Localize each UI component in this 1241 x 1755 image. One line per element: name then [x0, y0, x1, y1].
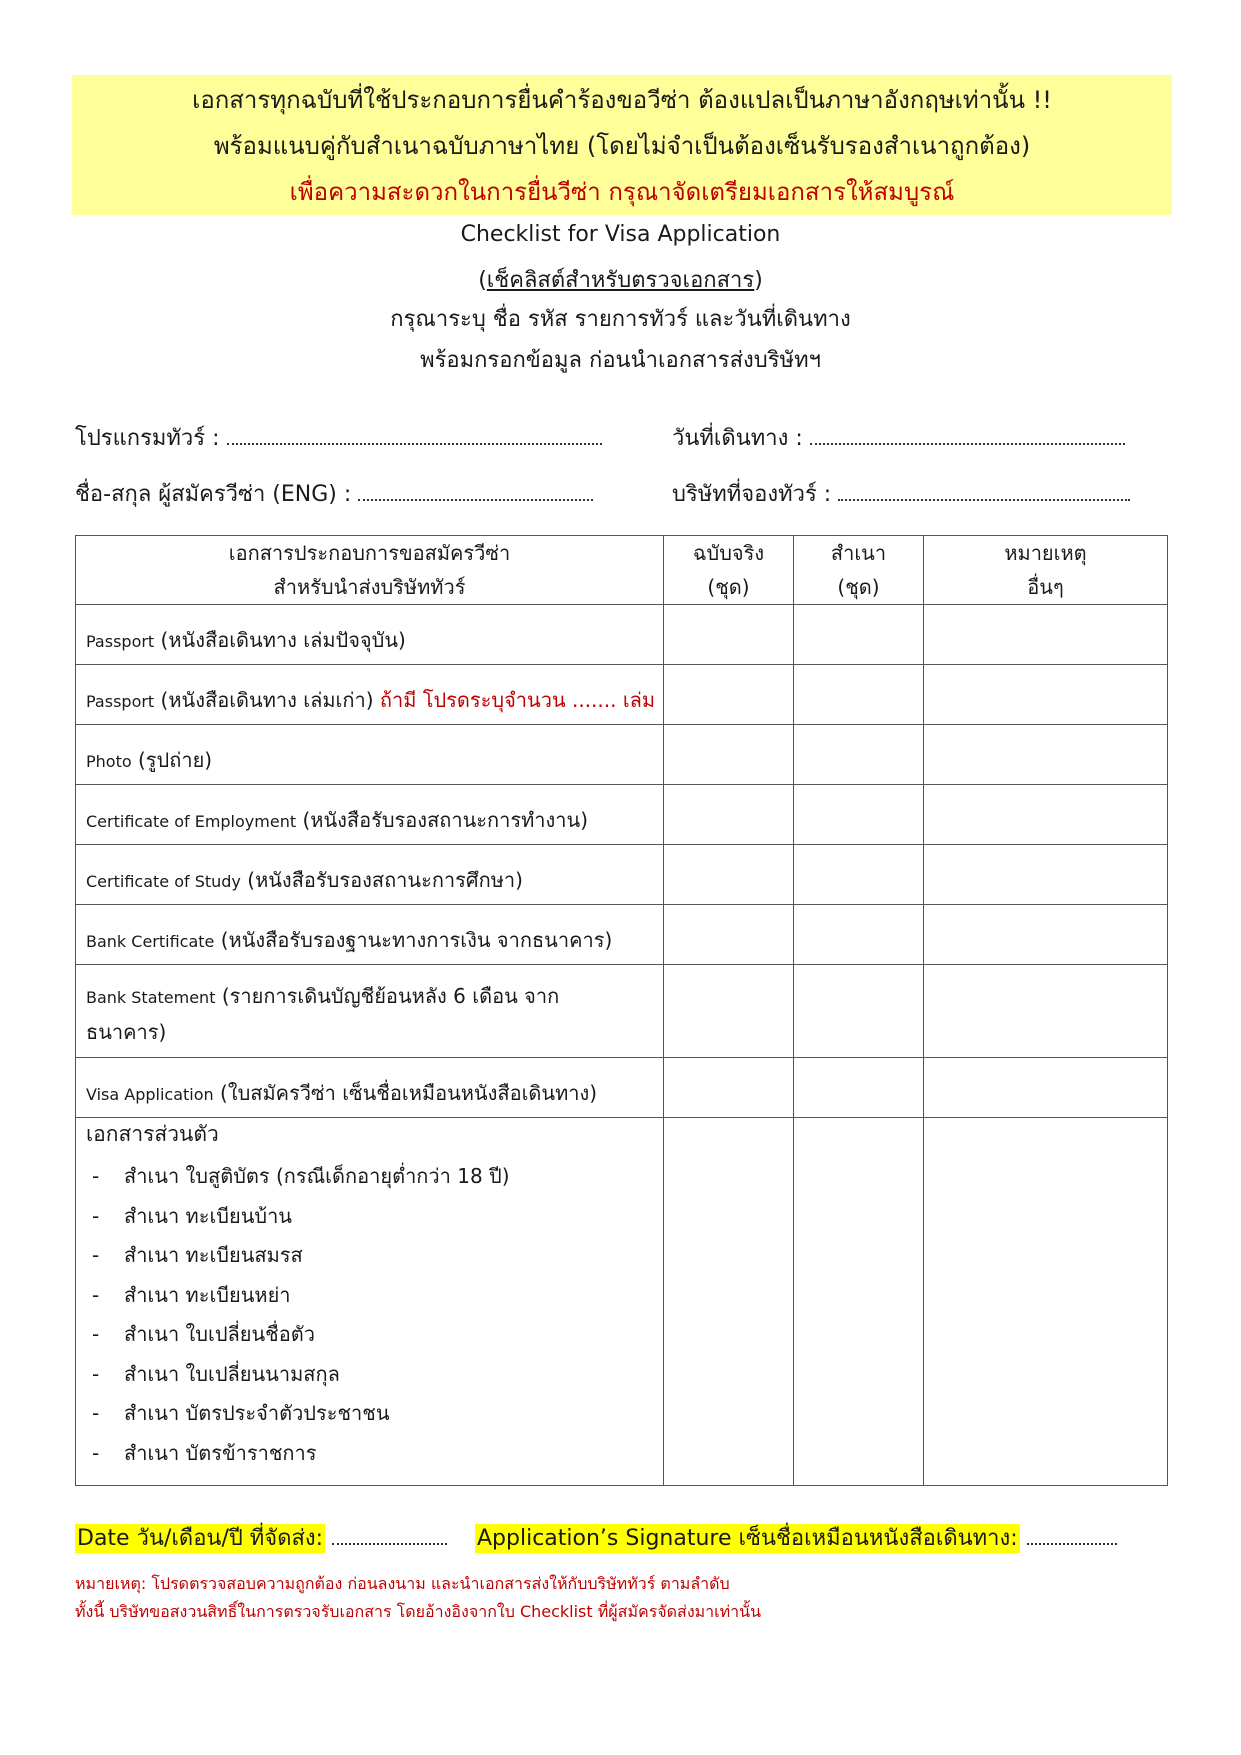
list-item: - สำเนา ทะเบียนสมรส	[92, 1243, 303, 1267]
table-row	[76, 845, 1168, 905]
date-sent-blank[interactable]	[332, 1525, 447, 1545]
name-field[interactable]	[75, 476, 593, 511]
cell-copy[interactable]	[794, 1058, 924, 1118]
cell-copy[interactable]	[794, 905, 924, 965]
cell-original[interactable]	[664, 605, 794, 665]
row-photo: Photo (รูปถ่าย)	[76, 725, 664, 785]
cell-original[interactable]	[664, 1118, 794, 1486]
cell-note[interactable]	[924, 605, 1168, 665]
program-field[interactable]	[75, 420, 602, 455]
cell-note[interactable]	[924, 1118, 1168, 1486]
table-header-row	[76, 536, 1168, 605]
notice-line-3: เพื่อความสะดวกในการยื่นวีซ่า กรุณาจัดเตรียมเอกสารให้สมบูรณ์	[289, 178, 955, 206]
table-row	[76, 965, 1168, 1058]
header-copy: สำเนา (ชุด)	[794, 536, 924, 605]
cell-original[interactable]	[664, 845, 794, 905]
notice-banner	[72, 75, 1172, 215]
subtitle-text: เช็คลิสต์สำหรับตรวจเอกสาร	[486, 268, 755, 293]
list-item: - สำเนา ใบเปลี่ยนนามสกุล	[92, 1361, 340, 1386]
cell-original[interactable]	[664, 665, 794, 725]
company-field[interactable]	[672, 476, 1130, 511]
date-sent-field[interactable]	[75, 1520, 447, 1555]
remark-line-1: หมายเหตุ: โปรดตรวจสอบความถูกต้อง ก่อนลงนาม และนำเอกสารส่งให้กับบริษัททัวร์ ตามลำดับ	[75, 1574, 730, 1593]
name-blank[interactable]	[358, 481, 593, 501]
cell-note[interactable]	[924, 725, 1168, 785]
date-blank[interactable]	[810, 425, 1125, 445]
row-passport-old: Passport (หนังสือเดินทาง เล่มเก่า) ถ้ามี โปรดระบุจำนวน ....... เล่ม	[76, 665, 664, 725]
row-certificate-study: Certificate of Study (หนังสือรับรองสถานะการศึกษา)	[76, 845, 664, 905]
cell-original[interactable]	[664, 905, 794, 965]
date-label: วันที่เดินทาง :	[672, 426, 803, 451]
list-item: - สำเนา ใบเปลี่ยนชื่อตัว	[92, 1322, 315, 1346]
cell-copy[interactable]	[794, 605, 924, 665]
table-row	[76, 1118, 1168, 1486]
subtitle-open-paren: (	[478, 268, 487, 293]
signature-blank[interactable]	[1027, 1525, 1117, 1545]
table-row	[76, 1058, 1168, 1118]
cell-original[interactable]	[664, 785, 794, 845]
header-note: หมายเหตุ อื่นๆ	[924, 536, 1168, 605]
personal-list	[86, 1157, 663, 1473]
list-item: - สำเนา บัตรประจำตัวประชาชน	[92, 1401, 390, 1425]
program-label: โปรแกรมทัวร์ :	[75, 426, 220, 451]
cell-copy[interactable]	[794, 785, 924, 845]
page-title: Checklist for Visa Application	[460, 222, 781, 247]
header-original: ฉบับจริง (ชุด)	[664, 536, 794, 605]
checklist-table	[75, 535, 1168, 1486]
cell-note[interactable]	[924, 965, 1168, 1058]
table-row	[76, 605, 1168, 665]
row-personal-documents	[76, 1118, 664, 1486]
cell-note[interactable]	[924, 665, 1168, 725]
header-documents: เอกสารประกอบการขอสมัครวีซ่า สำหรับนำส่งบริษัททัวร์	[76, 536, 664, 605]
table-row	[76, 905, 1168, 965]
table-row	[76, 725, 1168, 785]
instruction-line-2: พร้อมกรอกข้อมูล ก่อนนำเอกสารส่งบริษัทฯ	[420, 348, 821, 373]
row-visa-application: Visa Application (ใบสมัครวีซ่า เซ็นชื่อเหมือนหนังสือเดินทาง)	[76, 1058, 664, 1118]
remark-line-2: ทั้งนี้ บริษัทขอสงวนสิทธิ์ในการตรวจรับเอกสาร โดยอ้างอิงจากใบ Checklist ที่ผู้สมัครจัดส่งมาเท่านั้น	[75, 1602, 762, 1621]
cell-copy[interactable]	[794, 845, 924, 905]
cell-original[interactable]	[664, 965, 794, 1058]
subtitle-close-paren: )	[754, 268, 763, 293]
cell-note[interactable]	[924, 1058, 1168, 1118]
name-label: ชื่อ-สกุล ผู้สมัครวีซ่า (ENG) :	[75, 482, 352, 507]
date-sent-label: Date วัน/เดือน/ปี ที่จัดส่ง:	[77, 1526, 324, 1551]
company-blank[interactable]	[838, 481, 1130, 501]
cell-original[interactable]	[664, 1058, 794, 1118]
row-bank-statement: Bank Statement (รายการเดินบัญชีย้อนหลัง 6 เดือน จาก ธนาคาร)	[76, 965, 664, 1058]
row-passport-current: Passport (หนังสือเดินทาง เล่มปัจจุบัน)	[76, 605, 664, 665]
notice-line-1: เอกสารทุกฉบับที่ใช้ประกอบการยื่นคำร้องขอวีซ่า ต้องแปลเป็นภาษาอังกฤษเท่านั้น !!	[192, 86, 1052, 114]
page-subtitle	[0, 262, 1241, 297]
list-item: - สำเนา ทะเบียนบ้าน	[92, 1203, 292, 1228]
footer-signature-line	[75, 1520, 1175, 1560]
personal-heading: เอกสารส่วนตัว	[86, 1122, 219, 1146]
table-row	[76, 785, 1168, 845]
date-field[interactable]	[672, 420, 1125, 455]
cell-copy[interactable]	[794, 965, 924, 1058]
cell-copy[interactable]	[794, 725, 924, 785]
list-item: - สำเนา ทะเบียนหย่า	[92, 1282, 291, 1307]
list-item: - สำเนา บัตรข้าราชการ	[92, 1440, 317, 1465]
instruction-line-1: กรุณาระบุ ชื่อ รหัส รายการทัวร์ และวันที่เดินทาง	[390, 307, 851, 332]
row-certificate-employment: Certificate of Employment (หนังสือรับรองสถานะการทำงาน)	[76, 785, 664, 845]
program-blank[interactable]	[227, 425, 602, 445]
company-label: บริษัทที่จองทัวร์ :	[672, 482, 832, 507]
row-bank-certificate: Bank Certificate (หนังสือรับรองฐานะทางการเงิน จากธนาคาร)	[76, 905, 664, 965]
list-item: - สำเนา ใบสูติบัตร (กรณีเด็กอายุต่ำกว่า 18 ปี)	[92, 1164, 510, 1188]
cell-note[interactable]	[924, 905, 1168, 965]
signature-field[interactable]	[475, 1520, 1117, 1555]
table-row	[76, 665, 1168, 725]
notice-line-2: พร้อมแนบคู่กับสำเนาฉบับภาษาไทย (โดยไม่จำเป็นต้องเซ็นรับรองสำเนาถูกต้อง)	[213, 132, 1031, 160]
signature-label: Application’s Signature เซ็นชื่อเหมือนหนังสือเดินทาง:	[477, 1526, 1018, 1551]
cell-copy[interactable]	[794, 665, 924, 725]
cell-original[interactable]	[664, 725, 794, 785]
cell-copy[interactable]	[794, 1118, 924, 1486]
cell-note[interactable]	[924, 845, 1168, 905]
cell-note[interactable]	[924, 785, 1168, 845]
